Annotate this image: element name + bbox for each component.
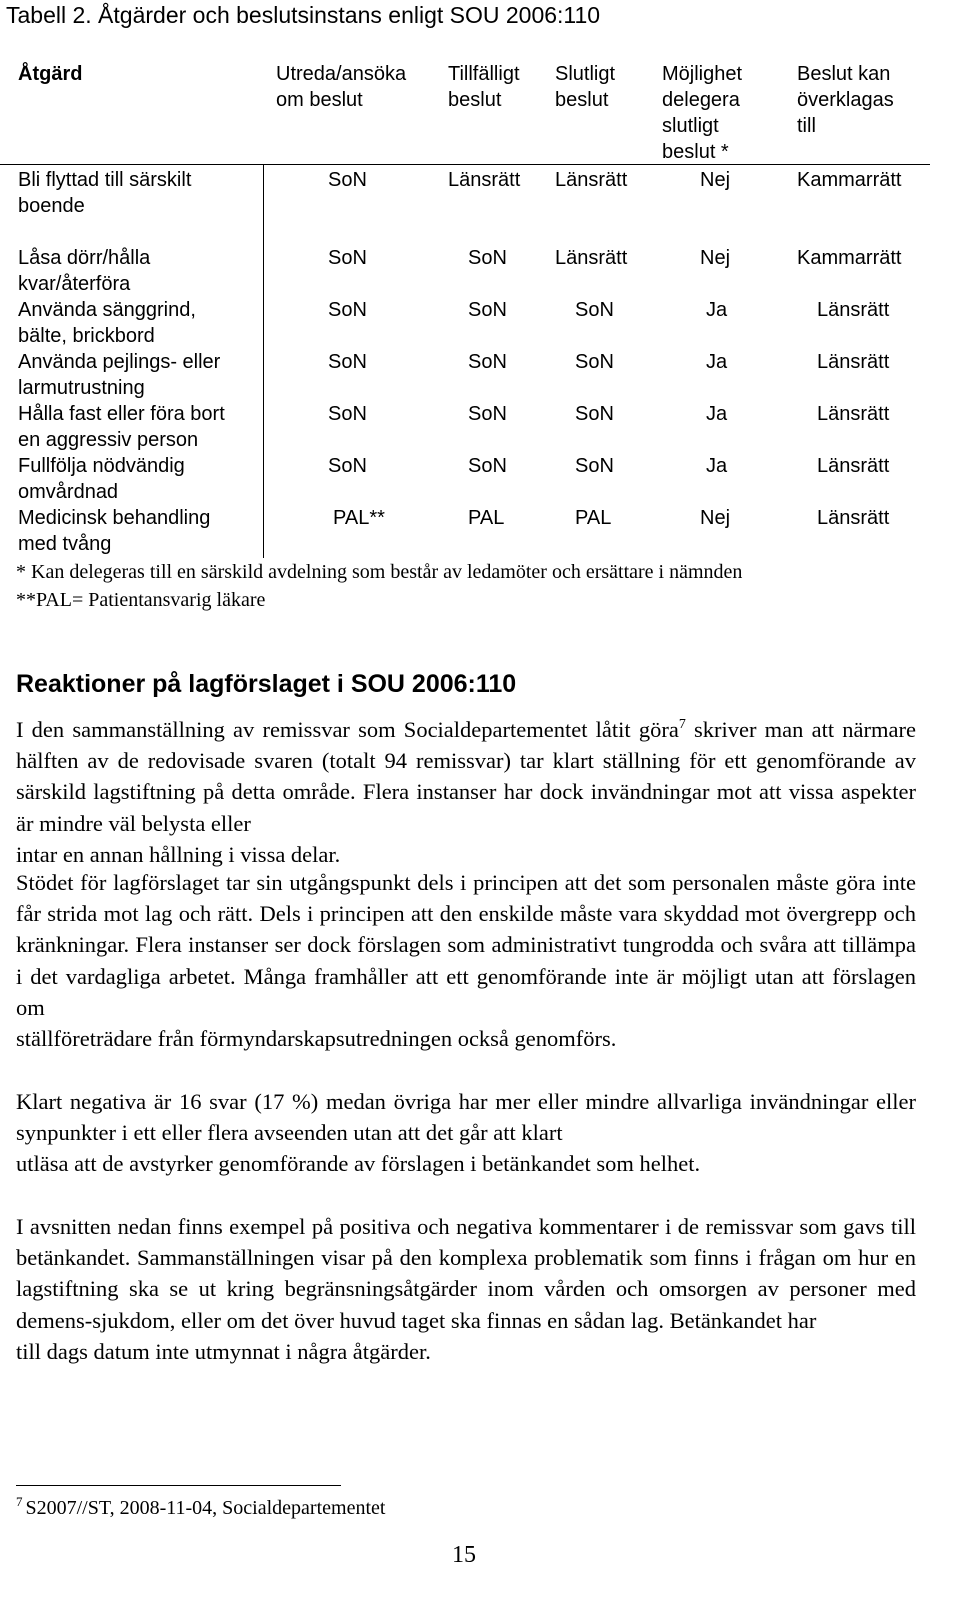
table-cell: Ja — [706, 455, 728, 477]
header-appeal: Beslut kan överklagas till — [797, 63, 894, 137]
table-cell: Nej — [700, 169, 731, 191]
table-cell: SoN — [468, 299, 507, 321]
table-cell: Länsrätt — [555, 169, 628, 191]
table-note-pal: **PAL= Patientansvarig läkare — [16, 589, 266, 611]
table-cell: SoN — [328, 247, 367, 269]
header-final: Slutligt beslut — [555, 63, 616, 111]
section-heading: Reaktioner på lagförslaget i SOU 2006:110 — [16, 670, 517, 698]
footnote-reference: 7 — [678, 717, 686, 732]
table-cell: SoN — [328, 403, 367, 425]
measures-table — [0, 0, 960, 560]
paragraph-1: I den sammanställning av remissvar som Socialdepartementet låtit göra$^7$ skriver man att närmare hälften av de redovisade svaren (totalt 94 remissvar) tar klart ställning för ett genomförande av särskild lagstiftning på detta område. Flera instanser har dock invändningar mot att vissa aspekter är mindre väl belysta eller intar en annan hållning i vissa delar. — [16, 717, 916, 867]
table-cell: PAL — [575, 507, 612, 529]
footnote: $^7$ S2007//ST, 2008-11-04, Socialdepartementet — [16, 1494, 386, 1519]
table-row-action: Låsa dörr/hålla kvar/återföra — [18, 247, 151, 295]
table-cell: Kammarrätt — [797, 247, 902, 269]
table-cell: Länsrätt — [817, 299, 890, 321]
table-cell: Ja — [706, 403, 728, 425]
table-cell: SoN — [328, 299, 367, 321]
header-action: Åtgärd — [18, 63, 83, 85]
table-cell: PAL — [468, 507, 505, 529]
table-cell: Länsrätt — [448, 169, 521, 191]
table-cell: Nej — [700, 507, 731, 529]
table-cell: SoN — [575, 403, 614, 425]
paragraph-2: Stödet för lagförslaget tar sin utgångspunkt dels i principen att det som personalen måste göra inte får strida mot lag och rätt. Dels i principen att den enskilde måste vara skyddad mot övergrepp och kränkningar. Flera instanser ser dock förslagen som administrativt tungrodda och svåra att tillämpa i det vardagliga arbetet. Många framhåller att ett genomförande inte är möjligt utan att förslagen om ställföreträdare från förmyndarskapsutredningen också genomförs. — [16, 870, 916, 1052]
table-row-action: Hålla fast eller föra bort en aggressiv person — [18, 403, 225, 451]
table-cell: SoN — [575, 299, 614, 321]
header-rule — [0, 164, 930, 165]
table-row-action: Använda sänggrind, bälte, brickbord — [18, 299, 196, 347]
table-row-action: Fullfölja nödvändig omvårdnad — [18, 455, 185, 503]
page-number: 15 — [452, 1542, 476, 1568]
header-delegate: Möjlighet delegera slutligt beslut * — [662, 63, 743, 163]
header-investigate: Utreda/ansöka om beslut — [276, 63, 407, 111]
table-cell: SoN — [575, 351, 614, 373]
table-cell: Kammarrätt — [797, 169, 902, 191]
table-cell: Länsrätt — [817, 455, 890, 477]
table-cell: Länsrätt — [817, 507, 890, 529]
footnote-separator — [16, 1485, 341, 1486]
table-cell: SoN — [468, 455, 507, 477]
table-cell: SoN — [328, 169, 367, 191]
table-note-delegation: * Kan delegeras till en särskild avdelning som består av ledamöter och ersättare i nämnden — [16, 561, 743, 583]
table-cell: Nej — [700, 247, 731, 269]
table-cell: SoN — [328, 351, 367, 373]
table-cell: SoN — [468, 351, 507, 373]
table-cell: Länsrätt — [555, 247, 628, 269]
column-divider — [263, 165, 264, 558]
table-cell: SoN — [468, 247, 507, 269]
paragraph-4: I avsnitten nedan finns exempel på positiva och negativa kommentarer i de remissvar som gavs till betänkandet. Sammanställningen visar på den komplexa problematik som finns i frågan om hur en lagstiftning ska se ut kring begränsningsåtgärder inom vården och omsorgen av personer med demens-sjukdom, eller om det över huvud taget ska finnas en sådan lag. Betänkandet har till dags datum inte utmynnat i några åtgärder. — [16, 1214, 916, 1364]
table-cell: Länsrätt — [817, 351, 890, 373]
table-cell: SoN — [575, 455, 614, 477]
table-row-action: Använda pejlings- eller larmutrustning — [18, 351, 221, 399]
table-cell: Länsrätt — [817, 403, 890, 425]
header-temporary: Tillfälligt beslut — [448, 63, 520, 111]
table-row-action: Medicinsk behandling med tvång — [18, 507, 211, 555]
table-caption: Tabell 2. Åtgärder och beslutsinstans enligt SOU 2006:110 — [6, 2, 601, 28]
table-cell: PAL** — [333, 507, 385, 529]
table-cell: Ja — [706, 299, 728, 321]
paragraph-3: Klart negativa är 16 svar (17 %) medan övriga har mer eller mindre allvarliga invändningar eller synpunkter i ett eller flera avseenden utan att det går att klart utläsa att de avstyrker genomförande av förslagen i betänkandet som helhet. — [16, 1089, 916, 1177]
table-row-action: Bli flyttad till särskilt boende — [18, 169, 192, 217]
table-cell: Ja — [706, 351, 728, 373]
table-cell: SoN — [468, 403, 507, 425]
table-cell: SoN — [328, 455, 367, 477]
